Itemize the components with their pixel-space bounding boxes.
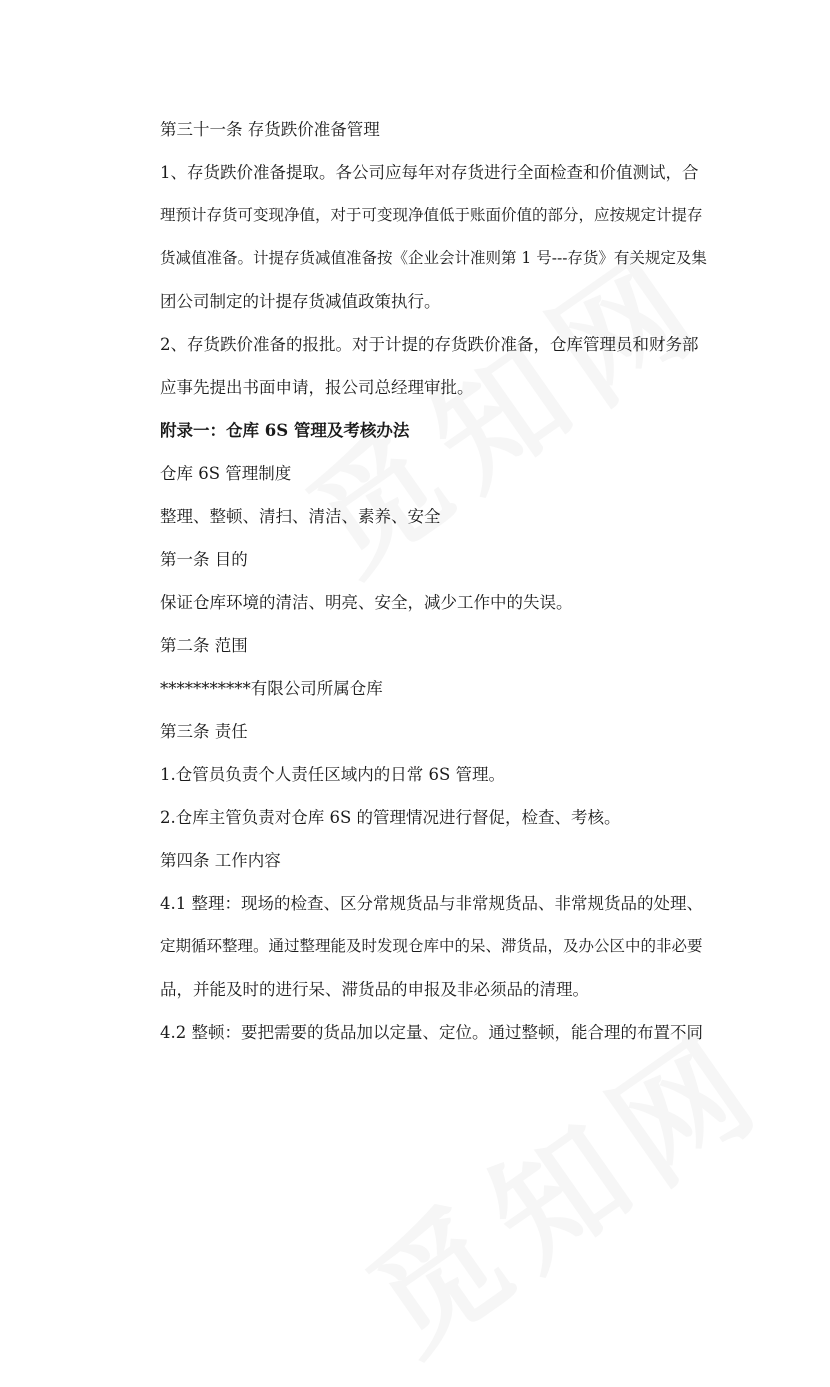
paragraph-line: 保证仓库环境的清洁、明亮、安全，减少工作中的失误。 — [160, 593, 573, 612]
paragraph-line: 品，并能及时的进行呆、滞货品的申报及非必须品的清理。 — [160, 980, 589, 999]
paragraph-line: 1.仓管员负责个人责任区域内的日常 6S 管理。 — [160, 765, 506, 784]
section-subtitle: 整理、整顿、清扫、清洁、素养、安全 — [160, 507, 441, 526]
paragraph-line: 理预计存货可变现净值，对于可变现净值低于账面价值的部分，应按规定计提存 — [160, 206, 703, 224]
appendix-heading: 附录一：仓库 6S 管理及考核办法 — [160, 421, 410, 440]
paragraph-line: 货减值准备。计提存货减值准备按《企业会计准则第 1 号---存货》有关规定及集 — [160, 249, 707, 267]
paragraph-line: ***********有限公司所属仓库 — [160, 679, 383, 698]
article-31-heading: 第三十一条 存货跌价准备管理 — [160, 120, 380, 139]
article-3-heading: 第三条 责任 — [160, 722, 248, 741]
article-4-heading: 第四条 工作内容 — [160, 851, 281, 870]
paragraph-line: 1、存货跌价准备提取。各公司应每年对存货进行全面检查和价值测试，合 — [160, 163, 699, 182]
paragraph-line: 4.2 整顿：要把需要的货品加以定量、定位。通过整顿，能合理的布置不同 — [160, 1023, 703, 1042]
paragraph-line: 2.仓库主管负责对仓库 6S 的管理情况进行督促，检查、考核。 — [160, 808, 621, 827]
paragraph-line: 定期循环整理。通过整理能及时发现仓库中的呆、滞货品，及办公区中的非必要 — [160, 937, 703, 955]
section-title: 仓库 6S 管理制度 — [160, 464, 292, 483]
paragraph-line: 团公司制定的计提存货减值政策执行。 — [160, 292, 441, 311]
paragraph-line: 应事先提出书面申请，报公司总经理审批。 — [160, 378, 474, 397]
article-1-heading: 第一条 目的 — [160, 550, 248, 569]
paragraph-line: 4.1 整理：现场的检查、区分常规货品与非常规货品、非常规货品的处理、 — [160, 894, 703, 913]
article-2-heading: 第二条 范围 — [160, 636, 248, 655]
paragraph-line: 2、存货跌价准备的报批。对于计提的存货跌价准备，仓库管理员和财务部 — [160, 335, 699, 354]
document-body — [160, 108, 708, 1054]
